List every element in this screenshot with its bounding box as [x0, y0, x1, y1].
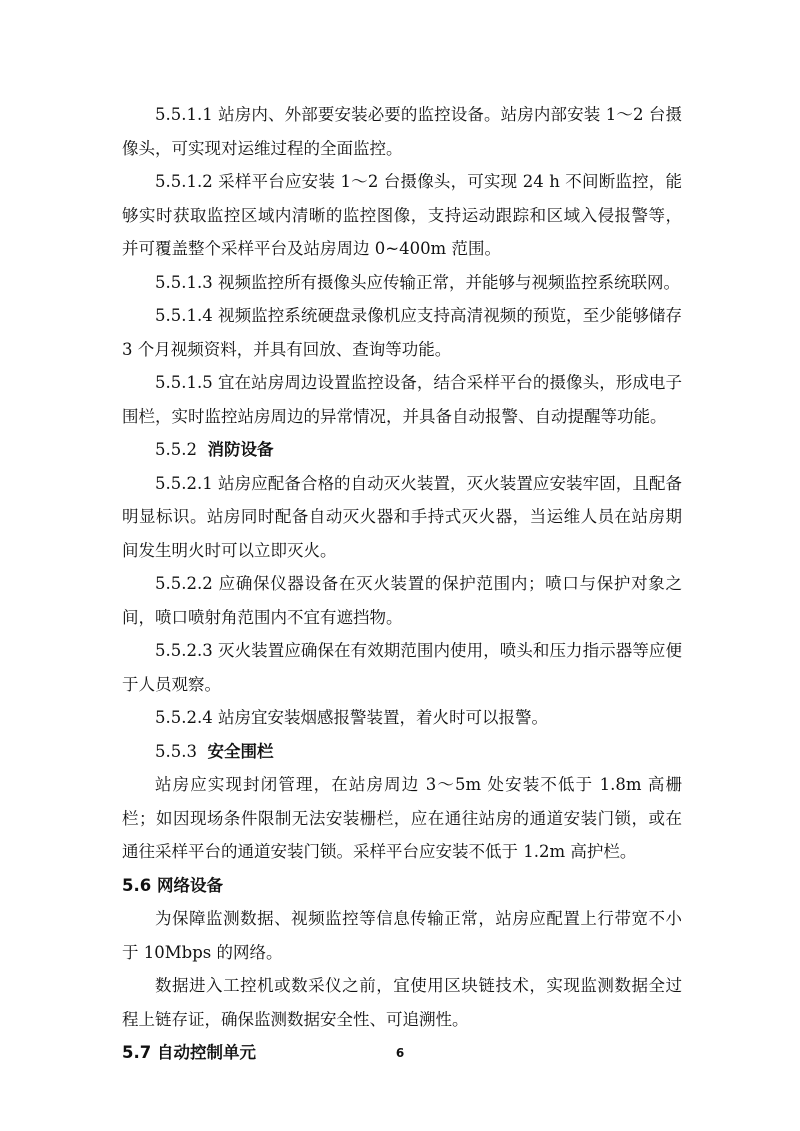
paragraph-5-5-1-3: 5.5.1.3 视频监控所有摄像头应传输正常，并能够与视频监控系统联网。 [155, 272, 680, 292]
section-heading-5-6: 5.6 网络设备 [122, 875, 223, 895]
section-title: 安全围栏 [207, 741, 274, 761]
paragraph-5-5-1-4: 5.5.1.4 视频监控系统硬盘录像机应支持高清视频的预览，至少能够储存 3 个月视频资料，并具有回放、查询等功能。 [122, 306, 682, 359]
paragraph-5-5-3-body: 站房应实现封闭管理，在站房周边 3～5m 处安装不低于 1.8m 高栅栏；如因现场条件限制无法安装栅栏，应在通往站房的通道安装门锁，或在通往采样平台的通道安装门锁。采样平台应安装不低于 1.2m 高护栏。 [122, 775, 682, 861]
paragraph-5-5-1-2: 5.5.1.2 采样平台应安装 1～2 台摄像头，可实现 24 h 不间断监控，能够实时获取监控区域内清晰的监控图像，支持运动跟踪和区域入侵报警等，并可覆盖整个采样平台及站房周边 0~400m 范围。 [122, 172, 682, 258]
paragraph-5-5-1-5: 5.5.1.5 宜在站房周边设置监控设备，结合采样平台的摄像头，形成电子围栏，实时监控站房周边的异常情况，并具备自动报警、自动提醒等功能。 [122, 373, 682, 426]
paragraph-5-5-2-1: 5.5.2.1 站房应配备合格的自动灭火装置，灭火装置应安装牢固，且配备明显标识。站房同时配备自动灭火器和手持式灭火器，当运维人员在站房期间发生明火时可以立即灭火。 [122, 473, 682, 560]
paragraph-5-5-1-1: 5.5.1.1 站房内、外部要安装必要的监控设备。站房内部安装 1～2 台摄像头，可实现对运维过程的全面监控。 [122, 105, 682, 158]
document-page [122, 98, 682, 1070]
page-number: 6 [395, 1046, 405, 1060]
section-heading-5-5-2 [122, 433, 682, 467]
section-title: 消防设备 [207, 440, 274, 459]
paragraph-5-6-a: 为保障监测数据、视频监控等信息传输正常，站房应配置上行带宽不小于 10Mbps 的网络。 [122, 909, 682, 962]
section-number: 5.5.2 [155, 440, 197, 459]
paragraph-5-5-2-2: 5.5.2.2 应确保仪器设备在灭火装置的保护范围内；喷口与保护对象之间，喷口喷射角范围内不宜有遮挡物。 [122, 574, 682, 627]
paragraph-5-5-2-4: 5.5.2.4 站房宜安装烟感报警装置，着火时可以报警。 [155, 708, 548, 727]
paragraph-5-5-2-3: 5.5.2.3 灭火装置应确保在有效期范围内使用，喷头和压力指示器等应便于人员观察。 [122, 641, 682, 694]
section-heading-5-5-3 [122, 735, 682, 769]
section-heading-5-7: 5.7 自动控制单元 [122, 1043, 256, 1062]
paragraph-5-6-b: 数据进入工控机或数采仪之前，宜使用区块链技术，实现监测数据全过程上链存证，确保监测数据安全性、可追溯性。 [122, 976, 682, 1029]
section-number: 5.5.3 [155, 741, 197, 761]
